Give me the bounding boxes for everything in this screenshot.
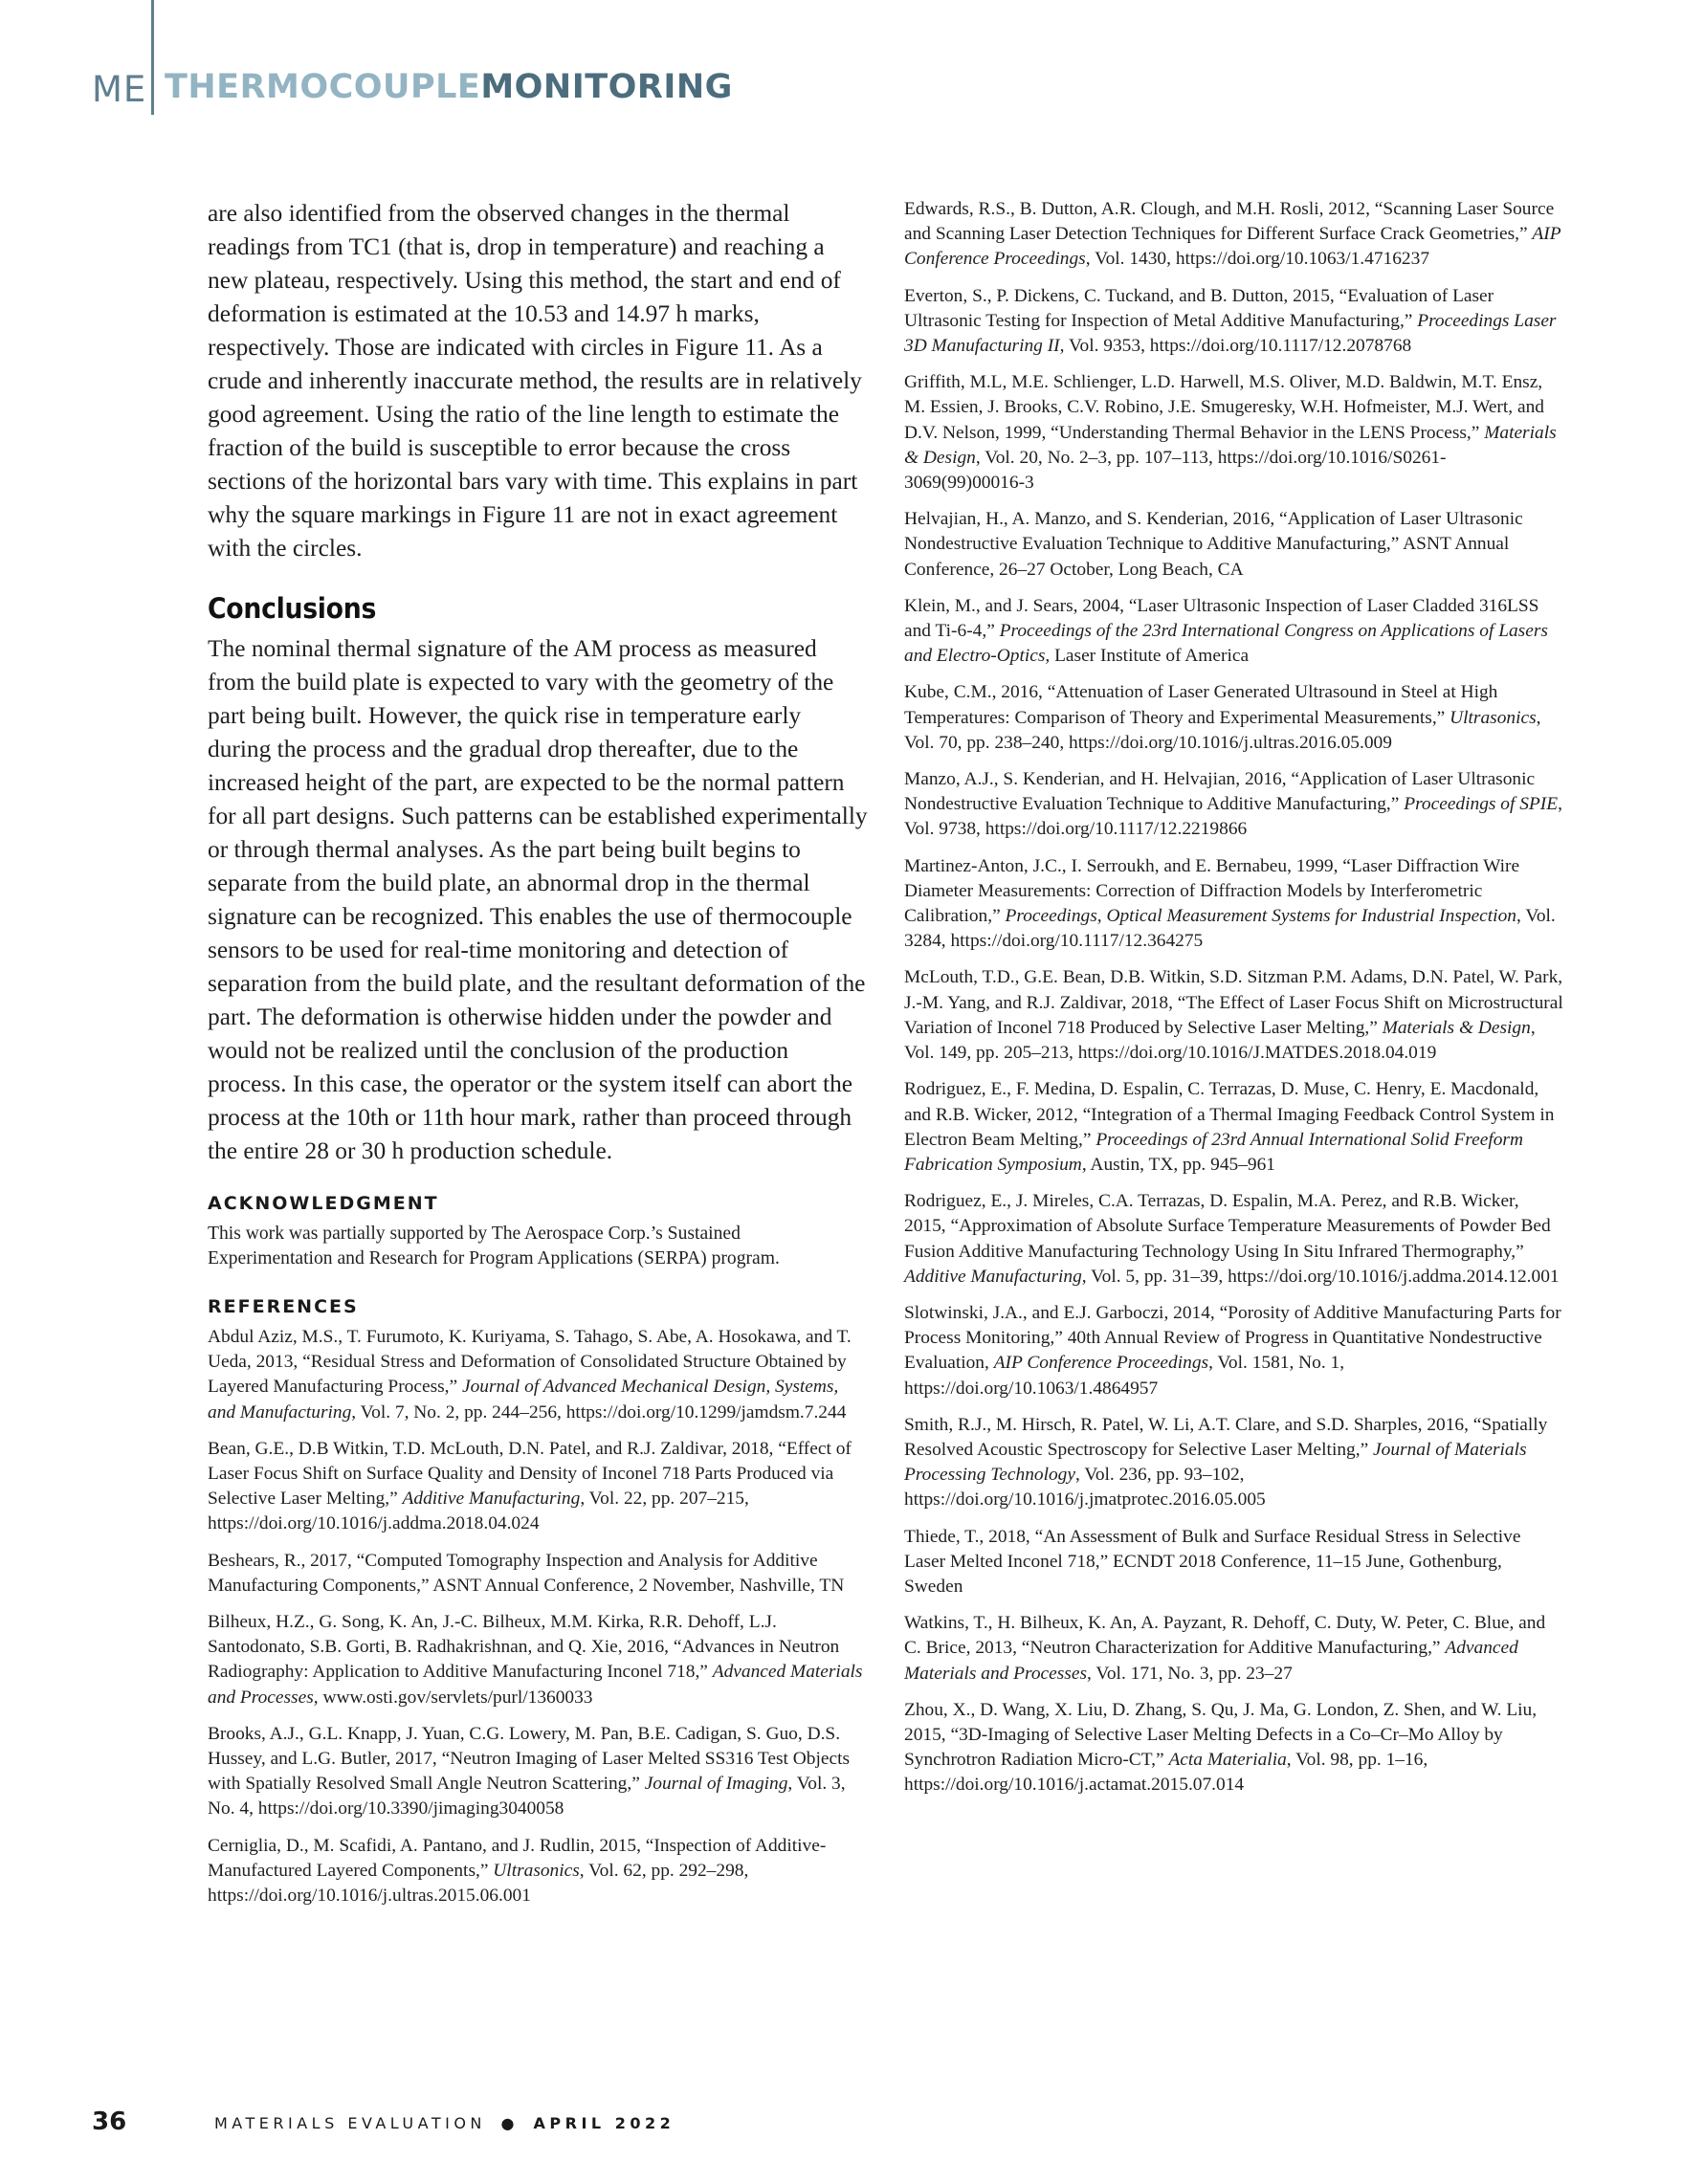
reference-item: Klein, M., and J. Sears, 2004, “Laser Ultrasonic Inspection of Laser Cladded 316LSS and Ti-6-4,” Proceedings of the 23rd International Congress on Applications of Lasers and Electro-Optics, Laser Institute of America	[904, 595, 1548, 667]
reference-item: Everton, S., P. Dickens, C. Tuckand, and B. Dutton, 2015, “Evaluation of Laser Ultrasonic Testing for Inspection of Metal Additive Manufacturing,” Proceedings Laser 3D Manufacturing II, Vol. 9353, https://doi.org/10.1117/12.2078768	[904, 285, 1557, 357]
references-heading: REFERENCES	[208, 1296, 359, 1317]
reference-item: Abdul Aziz, M.S., T. Furumoto, K. Kuriyama, S. Tahago, S. Abe, A. Hosokawa, and T. Ueda, 2013, “Residual Stress and Deformation of Consolidated Structure Obtained by Layered Manufacturing Process,” Journal of Advanced Mechanical Design, Systems, and Manufacturing, Vol. 7, No. 2, pp. 244–256, https://doi.org/10.1299/jamdsm.7.244	[208, 1327, 852, 1423]
reference-item: Watkins, T., H. Bilheux, K. An, A. Payzant, R. Dehoff, C. Duty, W. Peter, C. Blue, and C. Brice, 2013, “Neutron Characterization for Additive Manufacturing,” Advanced Materials and Processes, Vol. 171, No. 3, pp. 23–27	[904, 1613, 1546, 1684]
header-divider	[151, 0, 154, 115]
footer-journal-name: MATERIALS EVALUATION	[214, 2114, 486, 2132]
reference-item: Bean, G.E., D.B Witkin, T.D. McLouth, D.N. Patel, and R.J. Zaldivar, 2018, “Effect of Laser Focus Shift on Surface Quality and Density of Inconel 718 Parts Produced via Selective Laser Melting,” Additive Manufacturing, Vol. 22, pp. 207–215, https://doi.org/10.1016/j.addma.2018.04.024	[208, 1438, 852, 1534]
reference-item: Cerniglia, D., M. Scafidi, A. Pantano, and J. Rudlin, 2015, “Inspection of Additive-Manufactured Layered Components,” Ultrasonics, Vol. 62, pp. 292–298, https://doi.org/10.1016/j.ultras.2015.06.001	[208, 1835, 827, 1907]
intro-paragraph: are also identified from the observed changes in the thermal readings from TC1 (that is, drop in temperature) and reaching a new plateau, respectively. Using this method, the start and end of deformation is estimated at the 10.53 and 14.97 h marks, respectively. Those are indicated with circles in Figure 11. As a crude and inherently inaccurate method, the results are in relatively good agreement. Using the ratio of the line length to estimate the fraction of the build is susceptible to error because the cross sections of the horizontal bars vary with time. This explains in part why the square markings in Figure 11 are not in exact agreement with the circles.	[208, 200, 862, 562]
reference-item: Beshears, R., 2017, “Computed Tomography Inspection and Analysis for Additive Manufacturing Components,” ASNT Annual Conference, 2 November, Nashville, TN	[208, 1550, 845, 1596]
acknowledgment-text: This work was partially supported by The Aerospace Corp.’s Sustained Experimentation and Research for Program Applications (SERPA) program.	[208, 1224, 780, 1268]
reference-item: Edwards, R.S., B. Dutton, A.R. Clough, and M.H. Rosli, 2012, “Scanning Laser Source and Scanning Laser Detection Techniques for Different Surface Crack Geometries,” AIP Conference Proceedings, Vol. 1430, https://doi.org/10.1063/1.4716237	[904, 199, 1561, 270]
reference-item: Smith, R.J., M. Hirsch, R. Patel, W. Li, A.T. Clare, and S.D. Sharples, 2016, “Spatially Resolved Acoustic Spectroscopy for Selective Laser Melting,” Journal of Materials Processing Technology, Vol. 236, pp. 93–102, https://doi.org/10.1016/j.jmatprotec.2016.05.005	[904, 1414, 1548, 1511]
header-topic-part2: MONITORING	[480, 68, 733, 106]
right-column	[904, 197, 1564, 1810]
footer-issue: APRIL 2022	[533, 2114, 675, 2132]
reference-item: Zhou, X., D. Wang, X. Liu, D. Zhang, S. Qu, J. Ma, G. London, Z. Shen, and W. Liu, 2015, “3D-Imaging of Selective Laser Melting Defects in a Co–Cr–Mo Alloy by Synchrotron Radiation Micro-CT,” Acta Materialia, Vol. 98, pp. 1–16, https://doi.org/10.1016/j.actamat.2015.07.014	[904, 1699, 1538, 1796]
left-column	[208, 197, 868, 1920]
reference-item: Slotwinski, J.A., and E.J. Garboczi, 2014, “Porosity of Additive Manufacturing Parts for Process Monitoring,” 40th Annual Review of Progress in Quantitative Nondestructive Evaluation, AIP Conference Proceedings, Vol. 1581, No. 1, https://doi.org/10.1063/1.4864957	[904, 1302, 1561, 1399]
reference-item: Griffith, M.L, M.E. Schlienger, L.D. Harwell, M.S. Oliver, M.D. Baldwin, M.T. Ensz, M. Essien, J. Brooks, C.V. Robino, J.E. Smugeresky, W.H. Hofmeister, M.J. Wert, and D.V. Nelson, 1999, “Understanding Thermal Behavior in the LENS Process,” Materials & Design, Vol. 20, No. 2–3, pp. 107–113, https://doi.org/10.1016/S0261-3069(99)00016-3	[904, 372, 1557, 494]
footer-journal-line	[214, 2114, 675, 2132]
reference-item: Manzo, A.J., S. Kenderian, and H. Helvajian, 2016, “Application of Laser Ultrasonic Nondestructive Evaluation Technique to Additive Manufacturing,” Proceedings of SPIE, Vol. 9738, https://doi.org/10.1117/12.2219866	[904, 769, 1562, 840]
bullet-icon: ●	[500, 2114, 519, 2132]
reference-item: Helvajian, H., A. Manzo, and S. Kenderian, 2016, “Application of Laser Ultrasonic Nondestructive Evaluation Technique to Additive Manufacturing,” ASNT Annual Conference, 26–27 October, Long Beach, CA	[904, 509, 1523, 580]
references-list-left	[208, 1325, 868, 1908]
header-section-label: ME	[92, 69, 147, 110]
page-number: 36	[92, 2107, 127, 2136]
conclusions-heading: Conclusions	[208, 592, 377, 625]
reference-item: Rodriguez, E., F. Medina, D. Espalin, C. Terrazas, D. Muse, C. Henry, E. Macdonald, and R.B. Wicker, 2012, “Integration of a Thermal Imaging Feedback Control System in Electron Beam Melting,” Proceedings of 23rd Annual International Solid Freeform Fabrication Symposium, Austin, TX, pp. 945–961	[904, 1079, 1555, 1175]
reference-item: Martinez-Anton, J.C., I. Serroukh, and E. Bernabeu, 1999, “Laser Diffraction Wire Diameter Measurements: Correction of Diffraction Models by Interferometric Calibration,” Proceedings, Optical Measurement Systems for Industrial Inspection, Vol. 3284, https://doi.org/10.1117/12.364275	[904, 855, 1556, 952]
conclusions-paragraph: The nominal thermal signature of the AM process as measured from the build plate is expected to vary with the geometry of the part being built. However, the quick rise in temperature early during the process and the gradual drop thereafter, due to the increased height of the part, are expected to be the normal pattern for all part designs. Such patterns can be established experimentally or through thermal analyses. As the part being built begins to separate from the build plate, an abnormal drop in the thermal signature can be recognized. This enables the use of thermocouple sensors to be used for real-time monitoring and detection of separation from the build plate, and the resultant deformation of the part. The deformation is otherwise hidden under the powder and would not be realized until the conclusion of the production process. In this case, the operator or the system itself can abort the process at the 10th or 11th hour mark, rather than proceed through the entire 28 or 30 h production schedule.	[208, 635, 868, 1164]
acknowledgment-heading: ACKNOWLEDGMENT	[208, 1193, 439, 1214]
reference-item: McLouth, T.D., G.E. Bean, D.B. Witkin, S.D. Sitzman P.M. Adams, D.N. Patel, W. Park, J.-M. Yang, and R.J. Zaldivar, 2018, “The Effect of Laser Focus Shift on Microstructural Variation of Inconel 718 Produced by Selective Laser Melting,” Materials & Design, Vol. 149, pp. 205–213, https://doi.org/10.1016/J.MATDES.2018.04.019	[904, 967, 1563, 1064]
header-topic-part1: THERMOCOUPLE	[165, 68, 481, 106]
reference-item: Bilheux, H.Z., G. Song, K. An, J.-C. Bilheux, M.M. Kirka, R.R. Dehoff, L.J. Santodonato, S.B. Gorti, B. Radhakrishnan, and Q. Xie, 2016, “Advances in Neutron Radiography: Application to Additive Manufacturing Inconel 718,” Advanced Materials and Processes, www.osti.gov/servlets/purl/1360033	[208, 1612, 863, 1708]
reference-item: Thiede, T., 2018, “An Assessment of Bulk and Surface Residual Stress in Selective Laser Melted Inconel 718,” ECNDT 2018 Conference, 11–15 June, Gothenburg, Sweden	[904, 1526, 1521, 1597]
reference-item: Brooks, A.J., G.L. Knapp, J. Yuan, C.G. Lowery, M. Pan, B.E. Cadigan, S. Guo, D.S. Hussey, and L.G. Butler, 2017, “Neutron Imaging of Laser Melted SS316 Test Objects with Spatially Resolved Small Angle Neutron Scattering,” Journal of Imaging, Vol. 3, No. 4, https://doi.org/10.3390/jimaging3040058	[208, 1723, 851, 1820]
reference-item: Kube, C.M., 2016, “Attenuation of Laser Generated Ultrasound in Steel at High Temperatures: Comparison of Theory and Experimental Measurements,” Ultrasonics, Vol. 70, pp. 238–240, https://doi.org/10.1016/j.ultras.2016.05.009	[904, 682, 1541, 753]
reference-item: Rodriguez, E., J. Mireles, C.A. Terrazas, D. Espalin, M.A. Perez, and R.B. Wicker, 2015, “Approximation of Absolute Surface Temperature Measurements of Powder Bed Fusion Additive Manufacturing Technology Using In Situ Infrared Thermography,” Additive Manufacturing, Vol. 5, pp. 31–39, https://doi.org/10.1016/j.addma.2014.12.001	[904, 1191, 1560, 1287]
header-topic	[165, 68, 733, 106]
